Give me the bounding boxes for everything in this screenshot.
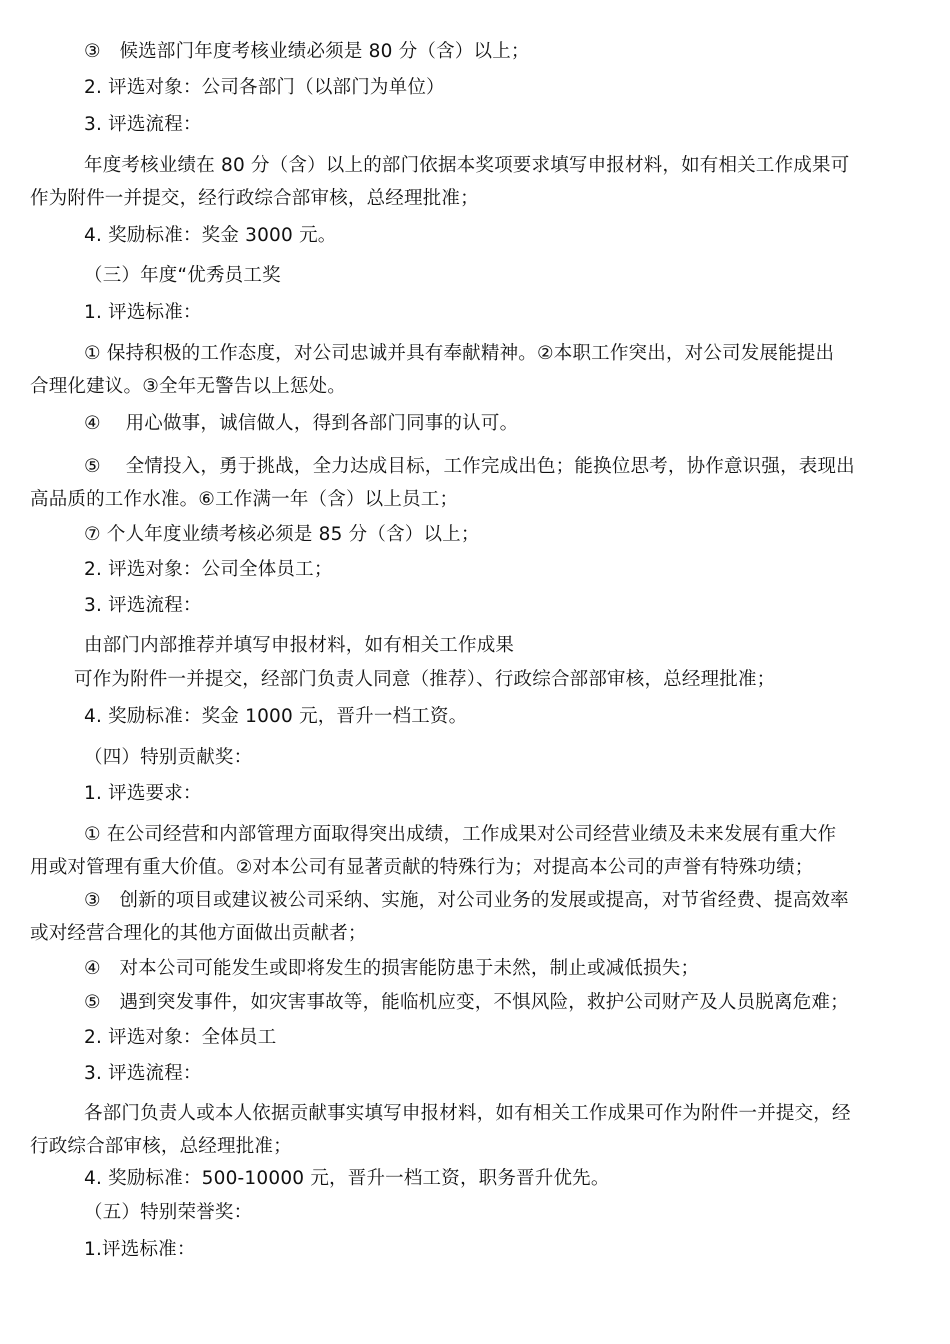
criterion-line: ⑤ 遇到突发事件，如灾害事故等，能临机应变，不惧风险，救护公司财产及人员脱离危难； (84, 992, 849, 1013)
section-item-line: 3. 评选流程： (84, 1063, 202, 1084)
section-item-line: 1. 评选要求： (84, 783, 202, 804)
criterion-line: 用或对管理有重大价值。②对本公司有显著贡献的特殊行为；对提高本公司的声誉有特殊功绩； (30, 857, 814, 878)
section-item-line: 4. 奖励标准：500-10000 元，晋升一档工资，职务晋升优先。 (84, 1168, 610, 1189)
criterion-line: ③ 创新的项目或建议被公司采纳、实施，对公司业务的发展或提高，对节省经费、提高效率 (84, 890, 849, 911)
criterion-line: 合理化建议。③全年无警告以上惩处。 (30, 376, 346, 397)
criterion-line: ④ 对本公司可能发生或即将发生的损害能防患于未然，制止或减低损失； (84, 958, 700, 979)
criterion-line: ① 保持积极的工作态度，对公司忠诚并具有奉献精神。②本职工作突出，对公司发展能提出 (84, 343, 835, 364)
criterion-line: 或对经营合理化的其他方面做出贡献者； (30, 923, 367, 944)
section-item-line: 1.评选标准： (84, 1239, 196, 1260)
section-heading: （三）年度“优秀员工奖 (84, 265, 281, 286)
criterion-line: ④ 用心做事，诚信做人，得到各部门同事的认可。 (84, 413, 519, 434)
criterion-line: ⑤ 全情投入，勇于挑战，全力达成目标，工作完成出色；能换位思考，协作意识强，表现出 (84, 456, 855, 477)
section-item-line: 3. 评选流程： (84, 595, 202, 616)
paragraph-line: 年度考核业绩在 80 分（含）以上的部门依据本奖项要求填写申报材料，如有相关工作成果可 (84, 155, 850, 176)
paragraph-line: 可作为附件一并提交，经部门负责人同意（推荐）、行政综合部部审核，总经理批准； (74, 669, 776, 690)
paragraph-line: 作为附件一并提交，经行政综合部审核，总经理批准； (30, 188, 479, 209)
section-item-line: 3. 评选流程： (84, 114, 202, 135)
paragraph-line: 行政综合部审核，总经理批准； (30, 1136, 292, 1157)
section-item-line: 2. 评选对象：公司全体员工； (84, 559, 333, 580)
criterion-line: ⑦ 个人年度业绩考核必须是 85 分（含）以上； (84, 524, 480, 545)
criterion-line: ① 在公司经营和内部管理方面取得突出成绩，工作成果对公司经营业绩及未来发展有重大作 (84, 824, 837, 845)
section-item-line: 2. 评选对象：全体员工 (84, 1027, 277, 1048)
paragraph-line: 由部门内部推荐并填写申报材料，如有相关工作成果 (84, 635, 515, 656)
section-item-line: 1. 评选标准： (84, 302, 202, 323)
section-item-line: 2. 评选对象：公司各部门（以部门为单位） (84, 77, 445, 98)
criterion-line: ③ 候选部门年度考核业绩必须是 80 分（含）以上； (84, 41, 530, 62)
section-heading: （四）特别贡献奖： (84, 747, 253, 768)
section-item-line: 4. 奖励标准：奖金 3000 元。 (84, 225, 337, 246)
criterion-line: 高品质的工作水准。⑥工作满一年（含）以上员工； (30, 489, 459, 510)
paragraph-line: 各部门负责人或本人依据贡献事实填写申报材料，如有相关工作成果可作为附件一并提交，经 (84, 1103, 851, 1124)
section-heading: （五）特别荣誉奖： (84, 1202, 253, 1223)
section-item-line: 4. 奖励标准：奖金 1000 元，晋升一档工资。 (84, 706, 468, 727)
